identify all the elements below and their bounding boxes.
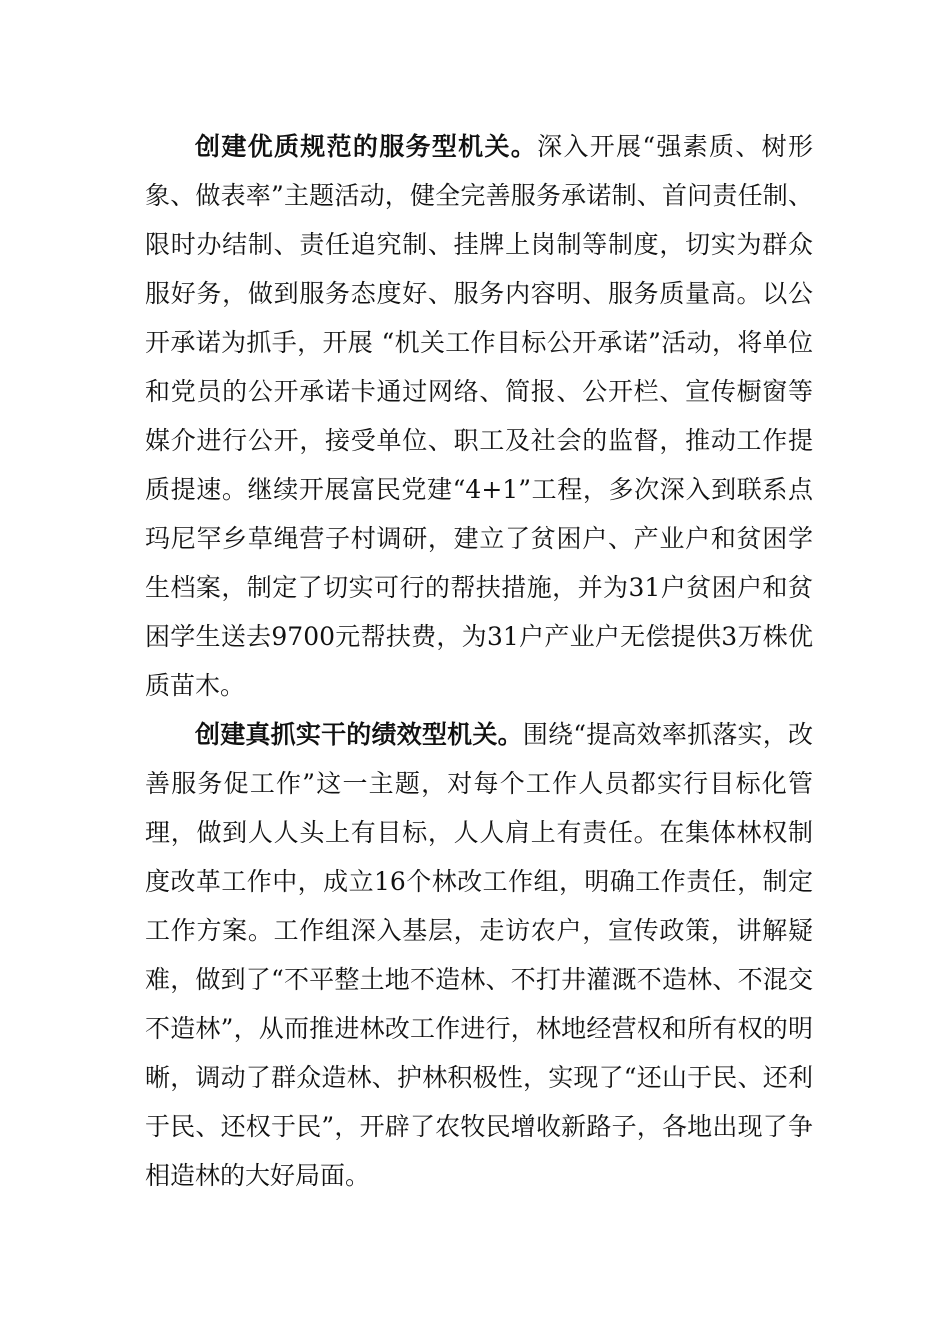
- paragraph-text: 围绕“提高效率抓落实，改善服务促工作”这一主题，对每个工作人员都实行目标化管理，做到人人头上有目标，人人肩上有责任。在集体林权制度改革工作中，成立16个林改工作组，明确工作责任，制定工作方案。工作组深入基层，走访农户，宣传政策，讲解疑难，做到了“不平整土地不造林、不打井灌溉不造林、不混交不造林”，从而推进林改工作进行，林地经营权和所有权的明晰，调动了群众造林、护林积极性，实现了“还山于民、还利于民、还权于民”，开辟了农牧民增收新路子，各地出现了争相造林的大好局面。: [145, 720, 813, 1190]
- paragraph-text: 深入开展“强素质、树形象、做表率”主题活动，健全完善服务承诺制、首问责任制、限时办结制、责任追究制、挂牌上岗制等制度，切实为群众服好务，做到服务态度好、服务内容明、服务质量高。以公开承诺为抓手，开展 “机关工作目标公开承诺”活动，将单位和党员的公开承诺卡通过网络、简报、公开栏、宣传橱窗等媒介进行公开，接受单位、职工及社会的监督，推动工作提质提速。继续开展富民党建“4+1”工程，多次深入到联系点玛尼罕乡草绳营子村调研，建立了贫困户、产业户和贫困学生档案，制定了切实可行的帮扶措施，并为31户贫困户和贫困学生送去9700元帮扶费，为31户产业户无偿提供3万株优质苗木。: [145, 132, 813, 700]
- paragraph-heading: 创建优质规范的服务型机关。: [195, 132, 538, 161]
- document-body: [145, 122, 813, 1200]
- paragraph-service-organ: [145, 122, 813, 710]
- paragraph-performance-organ: [145, 710, 813, 1200]
- paragraph-heading: 创建真抓实干的绩效型机关。: [195, 720, 523, 749]
